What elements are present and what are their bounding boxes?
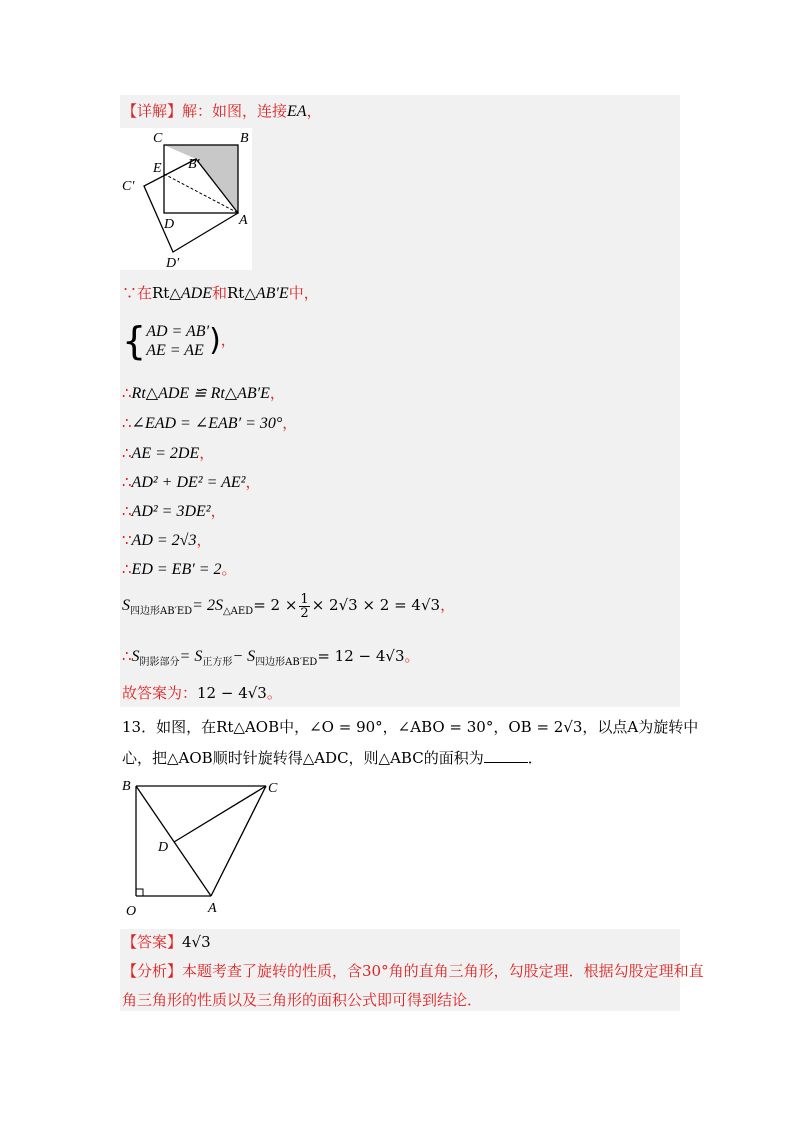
- label-d: D: [164, 217, 175, 232]
- label-o2: O: [126, 904, 137, 919]
- final-answer: 故答案为：12 − 4√3。: [122, 684, 282, 702]
- label-b2: B: [122, 779, 131, 794]
- answer-line: 【答案】4√3: [122, 933, 211, 951]
- figure-square-rotation: [120, 128, 252, 270]
- analysis-line2: 角三角形的性质以及三角形的面积公式即可得到结论．: [122, 991, 483, 1009]
- label-b: B: [240, 131, 249, 146]
- brace-open: {: [122, 319, 147, 363]
- side-ba: [136, 786, 211, 896]
- problem-13-line1: 13．如图，在Rt△AOB中，∠O = 90°，∠ABO = 30°，OB = 2√3，以点A为旋转中: [122, 718, 699, 736]
- line-ae: ∴AE = 2DE，: [122, 444, 215, 462]
- answer-tag: 【答案】: [122, 933, 183, 951]
- analysis-line1: 【分析】本题考查了旋转的性质，含30°角的直角三角形，勾股定理．根据勾股定理和直: [122, 962, 704, 980]
- problem-13-line2: 心，把△AOB顺时针旋转得△ADC，则△ABC的面积为 ．: [122, 749, 543, 767]
- analysis-tag: 【分析】: [122, 962, 183, 980]
- line-shaded-area: $\therefore S_{阴影部分}= S_{正方形}- S_{四边形AB'ED}= 12 - 4√3$。: [122, 647, 420, 668]
- line-ad-value: ∵AD = 2√3，: [122, 531, 212, 549]
- line-ad-squared: ∴AD² = 3DE²，: [122, 502, 226, 520]
- label-d-prime: D′: [166, 256, 180, 270]
- right-angle-mark: [136, 889, 143, 896]
- label-e: E: [153, 161, 162, 176]
- equation-system: {AD = AB′ AE = AE )，: [122, 319, 236, 363]
- line-quad-area: $S_{四边形AB'ED}= 2S_{\triangle AED}= 2$ × $\frac{1}{2}$ × 2√3 × 2 = 4√3，: [122, 591, 456, 621]
- figure-triangle-rotation: [118, 776, 288, 920]
- answer-blank: [484, 748, 528, 763]
- line-pythagoras: ∴AD² + DE² = AE²，: [122, 473, 261, 491]
- detail-tag: 【详解】: [122, 102, 183, 120]
- label-a: A: [239, 213, 248, 228]
- line-ed-value: ∴ED = EB′ = 2。: [122, 560, 237, 578]
- label-c: C: [153, 131, 163, 146]
- line-congruent: ∴Rt△ADE ≌ Rt△AB′E，: [122, 384, 285, 402]
- label-a2: A: [208, 901, 217, 916]
- solution-intro: 【详解】解：如图，连接EA，: [122, 102, 322, 120]
- line-because-triangles: ∵在Rt△ADE和Rt△AB′E中，: [122, 284, 319, 302]
- label-c-prime: C′: [122, 179, 135, 194]
- line-angle: ∴∠EAD = ∠EAB′ = 30°，: [122, 414, 298, 432]
- label-c2: C: [268, 781, 278, 796]
- fraction-half: $\frac{1}{2}$: [300, 591, 309, 621]
- brace-close: ): [209, 323, 221, 358]
- label-d2: D: [158, 840, 169, 855]
- label-b-prime: B′: [188, 157, 200, 172]
